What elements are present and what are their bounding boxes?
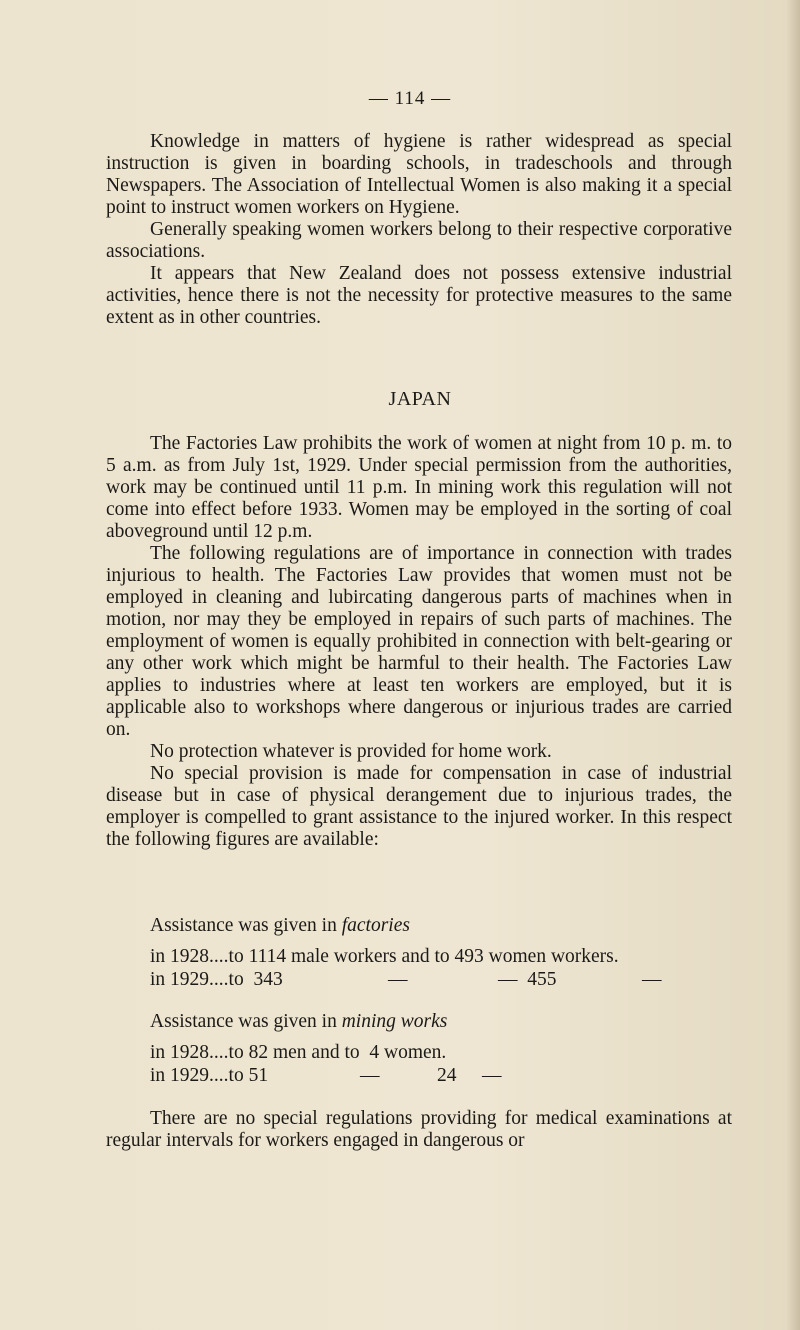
factories-row-1928: in 1928....to 1114 male workers and to 493 women workers. (150, 946, 619, 967)
paragraph: No protection whatever is provided for home work. (150, 741, 552, 762)
mining-row-1928: in 1928....to 82 men and to 4 women. (150, 1042, 447, 1063)
mining-row-1929-ditto: — (360, 1065, 380, 1086)
section-heading: JAPAN (388, 388, 452, 410)
mining-row-1929-ditto: — (482, 1065, 502, 1086)
japan-section (106, 433, 732, 851)
closing-section (106, 1108, 732, 1152)
paragraph: The following regulations are of importance in connection with trades injurious to health. The Factories Law provides that women must not be employed in cleaning and lubircating dangerous parts of machines when in motion, nor may they be employed in repairs of such parts of machines. The employment of women is equally prohibited in connection with belt-gearing or any other work which might be harmful to their health. The Factories Law applies to industries where at least ten workers are employed, but it is applicable also to workshops where dangerous or injurious trades are carried on. (106, 543, 732, 740)
factories-row-1929-women: — 455 (498, 969, 557, 990)
paragraph: No special provision is made for compensation in case of industrial disease but in case of physical derangement due to injurious trades, the employer is compelled to grant assistance to the injured worker. In this respect the following figures are available: (106, 763, 732, 850)
factories-row-1929: in 1929....to 343 (150, 969, 283, 990)
page-edge-shadow (786, 0, 800, 1330)
factories-label: Assistance was given in factories (150, 915, 410, 936)
paragraph: There are no special regulations providing for medical examinations at regular intervals for workers engaged in dangerous or (106, 1108, 732, 1151)
factories-row-1929-ditto: — (388, 969, 408, 990)
mining-row-1929-women: 24 (437, 1065, 457, 1086)
paragraph: Generally speaking women workers belong to their respective corporative associations. (106, 219, 732, 262)
paragraph: It appears that New Zealand does not possess extensive industrial activities, hence there is not the necessity for protective measures to the same extent as in other countries. (106, 263, 732, 328)
mining-row-1929: in 1929....to 51 (150, 1065, 269, 1086)
factories-row-1929-ditto: — (642, 969, 662, 990)
page-number: — 114 — (368, 88, 452, 109)
mining-label: Assistance was given in mining works (150, 1011, 448, 1032)
intro-section (106, 131, 732, 329)
paragraph: The Factories Law prohibits the work of women at night from 10 p. m. to 5 a.m. as from July 1st, 1929. Under special permission from the authorities, work may be continued until 11 p.m. In mining work this regulation will not come into effect before 1933. Women may be employed in the sorting of coal aboveground until 12 p.m. (106, 433, 732, 542)
paragraph: Knowledge in matters of hygiene is rather widespread as special instruction is given in boarding schools, in tradeschools and through Newspapers. The Association of Intellectual Women is also making it a special point to instruct women workers on Hygiene. (106, 131, 732, 218)
